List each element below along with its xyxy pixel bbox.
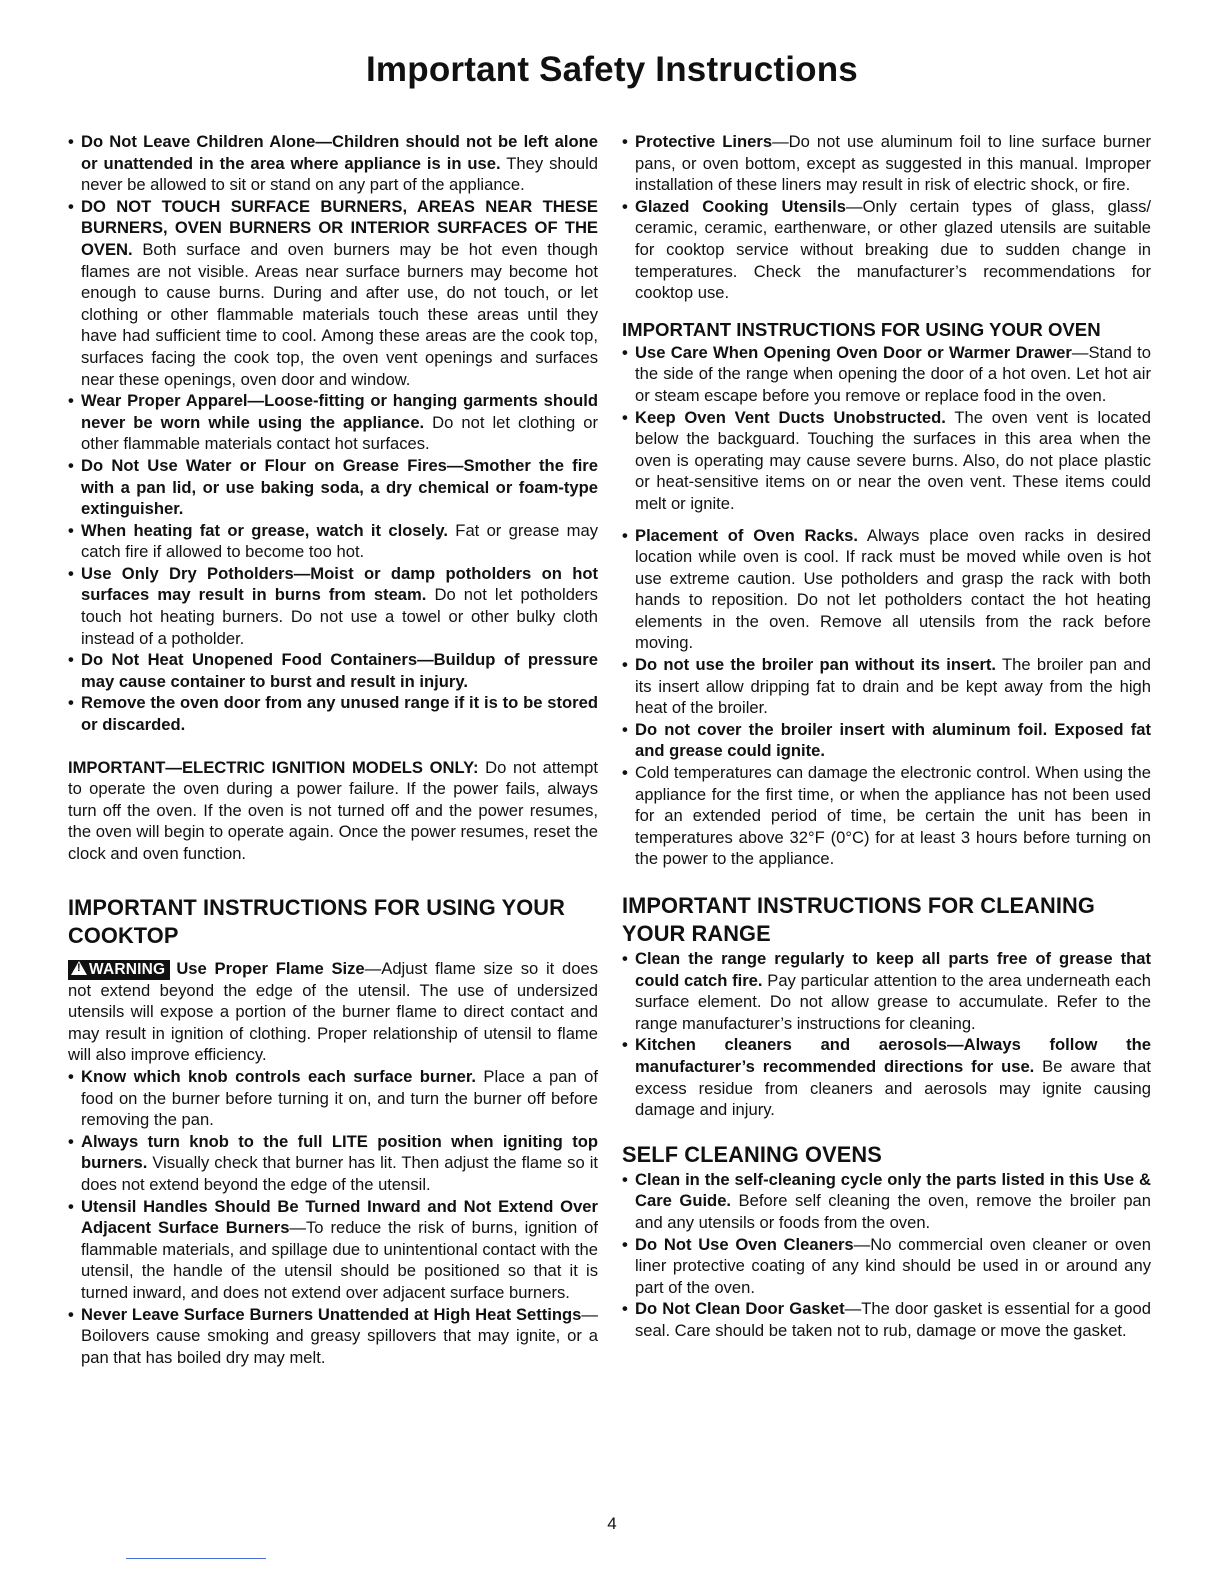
- item-text: —To reduce the risk of burns, ignition of flammable materials, and spillage due to unintentional contact with the utensil, the handle of the utensil should be positioned so that it is turned inward, and does not extend over adjacent surface burners.: [81, 1218, 598, 1302]
- list-item: [622, 1298, 1151, 1341]
- footer-rule: [126, 1558, 266, 1559]
- item-text: —Stand to the side of the range when opening the door of a hot oven. Let hot air or steam escape before you remove or replace food in the oven.: [635, 342, 1151, 405]
- list-item: [622, 654, 1151, 719]
- list-item: [622, 525, 1151, 655]
- list-item: [68, 1304, 598, 1369]
- item-bold-text: Do not use the broiler pan without its insert.: [635, 655, 997, 675]
- electric-ignition-text: Do not attempt to operate the oven during a power failure. If the power fails, always turn off the oven. If the oven is not turned off and the power resumes, the oven will begin to operate again. Once the power resumes, reset the clock and oven function.: [68, 757, 598, 863]
- oven-list-continued: [622, 525, 1151, 871]
- page-number: 4: [607, 1514, 617, 1533]
- bullet-icon: •: [622, 1169, 628, 1189]
- flame-size-bold: Use Proper Flame Size: [176, 958, 365, 978]
- bullet-icon: •: [622, 407, 628, 427]
- oven-list: [622, 342, 1151, 515]
- item-text: —The door gasket is essential for a good seal. Care should be taken not to rub, damage or move the gasket.: [635, 1299, 1151, 1340]
- warning-badge: [68, 960, 170, 980]
- item-text: —No commercial oven cleaner or oven liner protective coating of any kind should be used in or around any part of the oven.: [635, 1234, 1152, 1297]
- page-title: Important Safety Instructions: [366, 50, 858, 89]
- list-item: [68, 131, 598, 196]
- bullet-icon: •: [622, 525, 628, 545]
- right-column: [622, 131, 1151, 1342]
- item-bold-text: DO NOT TOUCH SURFACE BURNERS, AREAS NEAR THESE BURNERS, OVEN BURNERS OR INTERIOR SURFACES OF THE OVEN.: [81, 196, 598, 259]
- bullet-icon: •: [622, 342, 628, 362]
- cleaning-list: [622, 948, 1151, 1121]
- item-bold-text: Do Not Leave Children Alone—Children should not be left alone or unattended in the area where appliance is in use.: [81, 132, 598, 173]
- item-text: —Boilovers cause smoking and greasy spillovers that may ignite, or a pan that has boiled dry may melt.: [81, 1304, 598, 1367]
- oven-heading: IMPORTANT INSTRUCTIONS FOR USING YOUR OVEN: [622, 318, 1101, 340]
- list-item: [68, 692, 598, 735]
- self-cleaning-heading: SELF CLEANING OVENS: [622, 1141, 882, 1167]
- item-text: Do not let clothing or other flammable materials contact hot surfaces.: [81, 412, 598, 454]
- list-item: [622, 1034, 1151, 1120]
- item-bold-text: Utensil Handles Should Be Turned Inward and Not Extend Over Adjacent Surface Burners: [81, 1196, 598, 1238]
- item-text: The oven vent is located below the backguard. Touching the surfaces in this area when the oven is operating may cause severe burns. Also, do not place plastic or heat-sensitive items on or near the oven vent. These items could melt or ignite.: [635, 407, 1152, 513]
- bullet-icon: •: [68, 196, 74, 216]
- cooktop-heading: IMPORTANT INSTRUCTIONS FOR USING YOUR COOKTOP: [68, 894, 565, 948]
- bullet-icon: •: [68, 563, 74, 583]
- item-bold-text: Protective Liners: [635, 132, 773, 151]
- item-text: Before self cleaning the oven, remove the broiler pan and any utensils or foods from the oven.: [635, 1191, 1152, 1232]
- list-item: [622, 407, 1151, 515]
- item-text: The broiler pan and its insert allow dripping fat to drain and be kept away from the high heat of the broiler.: [635, 655, 1152, 718]
- cleaning-heading: IMPORTANT INSTRUCTIONS FOR CLEANING YOUR RANGE: [622, 893, 1095, 946]
- cooktop-list: [68, 1066, 598, 1368]
- item-bold-text: Never Leave Surface Burners Unattended at High Heat Settings: [81, 1304, 582, 1324]
- bullet-icon: •: [68, 1066, 74, 1086]
- list-item: [68, 520, 598, 563]
- bullet-icon: •: [68, 132, 74, 151]
- bullet-icon: •: [622, 196, 628, 216]
- item-bold-text: Always turn knob to the full LITE position when igniting top burners.: [81, 1131, 598, 1173]
- bullet-icon: •: [622, 763, 628, 783]
- bullet-icon: •: [622, 1299, 628, 1319]
- bullet-icon: •: [68, 1304, 74, 1324]
- item-bold-text: Do Not Clean Door Gasket: [635, 1299, 845, 1319]
- list-item: [68, 196, 598, 390]
- item-text: Be aware that excess residue from cleaners and aerosols may ignite causing damage and injury.: [635, 1056, 1151, 1120]
- bullet-icon: •: [622, 949, 628, 968]
- list-item: [68, 563, 598, 649]
- self-cleaning-list: [622, 1169, 1151, 1342]
- list-item: [68, 390, 598, 455]
- item-text: —Only certain types of glass, glass/ ceramic, ceramic, earthenware, or other glazed utensils are suitable for cooktop service without breaking due to sudden change in temperatures. Check the manufacturer’s recommendations for cooktop use.: [635, 196, 1151, 303]
- list-item: [68, 649, 598, 692]
- item-bold-text: Do not cover the broiler insert with aluminum foil. Exposed fat and grease could ignite.: [635, 719, 1151, 761]
- bullet-icon: •: [622, 719, 628, 739]
- item-text: Both surface and oven burners may be hot even though flames are not visible. Areas near surface burners may become hot enough to cause burns. During and after use, do not touch, or let clothing or other flammable materials touch these areas until they have had sufficient time to cool. Among these areas are the cook top, surfaces facing the cook top, the oven vent openings and surfaces near these openings, oven door and window.: [81, 239, 598, 389]
- warning-label: WARNING: [89, 960, 166, 978]
- item-bold-text: Know which knob controls each surface burner.: [81, 1066, 476, 1086]
- flame-size-warning: [68, 958, 598, 1066]
- item-bold-text: Placement of Oven Racks.: [635, 525, 859, 545]
- list-item: [68, 455, 598, 520]
- item-bold-text: Glazed Cooking Utensils: [635, 196, 847, 216]
- list-item: [68, 1131, 598, 1196]
- bullet-icon: •: [68, 1196, 74, 1216]
- list-item: [622, 196, 1151, 304]
- item-bold-text: Wear Proper Apparel—Loose-fitting or hanging garments should never be worn while using the appliance.: [81, 391, 598, 432]
- item-bold-text: Do Not Heat Unopened Food Containers—Buildup of pressure may cause container to burst and result in injury.: [81, 650, 598, 691]
- list-item: [68, 1196, 598, 1304]
- item-text: Fat or grease may catch fire if allowed to become too hot.: [81, 520, 598, 562]
- item-text: Visually check that burner has lit. Then adjust the flame so it does not extend beyond the edge of the utensil.: [81, 1153, 598, 1194]
- bullet-icon: •: [68, 693, 74, 713]
- electric-ignition-note: [68, 757, 598, 865]
- item-bold-text: Remove the oven door from any unused range if it is to be stored or discarded.: [81, 693, 598, 735]
- item-text: Cold temperatures can damage the electronic control. When using the appliance for the first time, or when the appliance has not been used for an extended period of time, be certain the unit has been in temperatures above 32°F (0°C) for at least 3 hours before turning on the power to the appliance.: [635, 763, 1151, 869]
- item-bold-text: Kitchen cleaners and aerosols—Always follow the manufacturer’s recommended directions for use.: [635, 1035, 1151, 1076]
- item-text: They should never be allowed to sit or stand on any part of the appliance.: [81, 153, 598, 195]
- warning-triangle-icon: !: [71, 961, 87, 975]
- bullet-icon: •: [622, 132, 628, 151]
- list-item: [622, 1169, 1151, 1234]
- list-item: [622, 1234, 1151, 1299]
- item-bold-text: Clean in the self-cleaning cycle only the parts listed in this Use & Care Guide.: [635, 1169, 1151, 1211]
- bullet-icon: •: [68, 455, 74, 475]
- bullet-icon: •: [68, 520, 74, 540]
- list-item: [622, 342, 1151, 407]
- list-item: [622, 948, 1151, 1034]
- electric-ignition-heading: IMPORTANT—ELECTRIC IGNITION MODELS ONLY:: [68, 757, 479, 777]
- item-bold-text: Use Only Dry Potholders—Moist or damp potholders on hot surfaces may result in burns from steam.: [81, 563, 598, 605]
- item-bold-text: When heating fat or grease, watch it closely.: [81, 520, 449, 540]
- bullet-icon: •: [68, 650, 74, 670]
- flame-size-text: —Adjust flame size so it does not extend beyond the edge of the utensil. The use of undersized utensils will expose a portion of the burner flame to direct contact and may result in ignition of clothing. Proper relationship of utensil to flame will also improve efficiency.: [68, 958, 599, 1065]
- item-bold-text: Keep Oven Vent Ducts Unobstructed.: [635, 407, 946, 427]
- bullet-icon: •: [622, 655, 628, 675]
- list-item: [68, 1066, 598, 1131]
- item-text: Place a pan of food on the burner before turning it on, and turn the burner off before removing the pan.: [81, 1066, 598, 1130]
- list-item: [622, 719, 1151, 762]
- liners-list: [622, 131, 1151, 304]
- item-text: Do not let potholders touch hot heating burners. Do not use a towel or other bulky cloth instead of a potholder.: [81, 585, 598, 648]
- bullet-icon: •: [68, 1131, 74, 1151]
- item-text: —Do not use aluminum foil to line surface burner pans, or oven bottom, except as suggested in this manual. Improper installation of these liners may result in risk of electric shock, or fire.: [635, 132, 1151, 195]
- bullet-icon: •: [622, 1234, 628, 1254]
- list-item: [622, 131, 1151, 196]
- list-item: [622, 762, 1151, 870]
- bullet-icon: •: [622, 1035, 628, 1055]
- child-safety-list: [68, 131, 598, 736]
- item-text: Always place oven racks in desired location while oven is cool. If rack must be moved while oven is hot use extreme caution. Use potholders and grasp the rack with both hands to reposition. Do not let potholders contact the hot heating elements in the oven. Remove all utensils from the rack before moving.: [635, 525, 1151, 653]
- item-bold-text: Clean the range regularly to keep all parts free of grease that could catch fire.: [635, 949, 1151, 990]
- item-bold-text: Do Not Use Oven Cleaners: [635, 1234, 854, 1254]
- item-bold-text: Do Not Use Water or Flour on Grease Fires—Smother the fire with a pan lid, or use baking soda, a dry chemical or foam-type extinguisher.: [81, 455, 598, 519]
- left-column: [68, 131, 598, 1368]
- item-bold-text: Use Care When Opening Oven Door or Warmer Drawer: [635, 342, 1072, 362]
- bullet-icon: •: [68, 391, 74, 411]
- item-text: Pay particular attention to the area underneath each surface element. Do not allow grease to accumulate. Refer to the range manufacturer’s instructions for cleaning.: [635, 970, 1152, 1033]
